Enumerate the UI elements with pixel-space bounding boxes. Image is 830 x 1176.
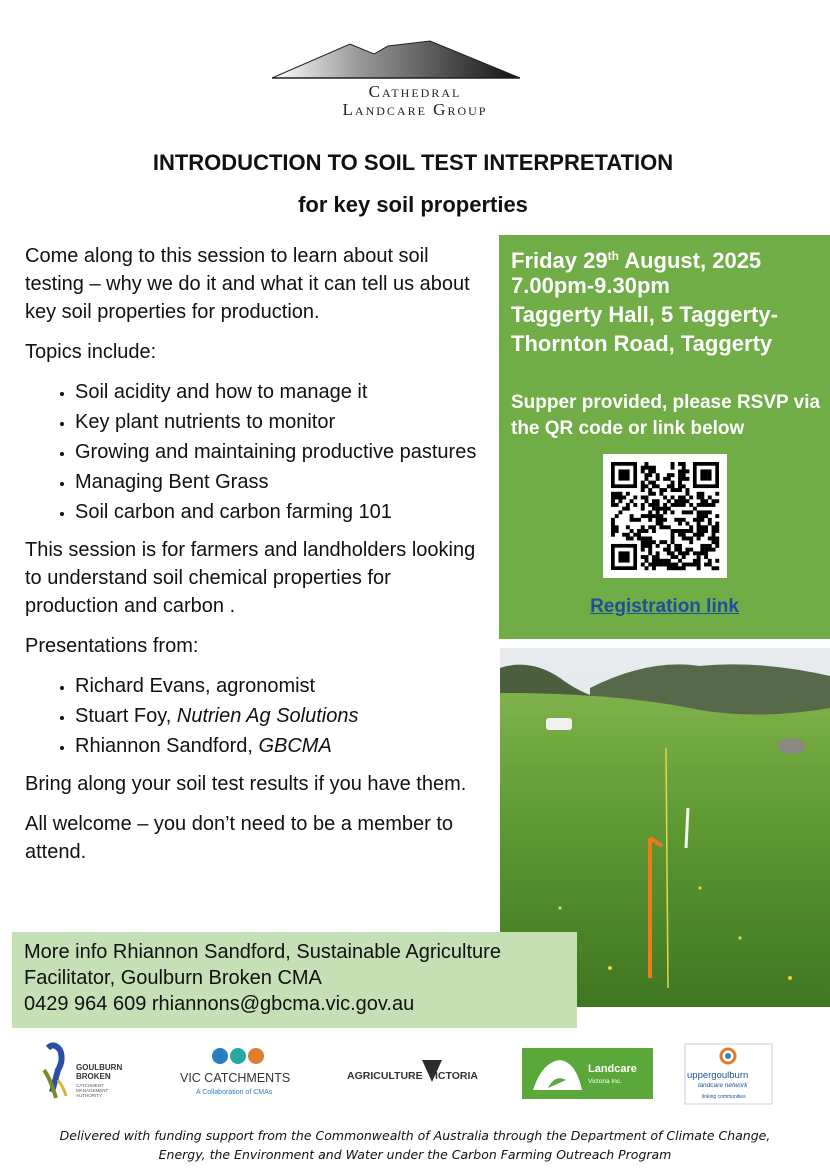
svg-text:AUTHORITY: AUTHORITY <box>76 1093 103 1098</box>
event-venue: Taggerty Hall, 5 Taggerty-Thornton Road, Taggerty <box>511 302 778 356</box>
presenter-name: Rhiannon Sandford, <box>75 735 259 757</box>
list-item <box>75 672 485 700</box>
svg-text:VICTORIA: VICTORIA <box>428 1070 478 1082</box>
list-item: • Growing and maintaining productive pastures <box>75 438 485 466</box>
svg-text:linking communities: linking communities <box>702 1094 746 1100</box>
topics-heading: Topics include: <box>25 341 157 363</box>
list-item: • Soil acidity and how to manage it <box>75 378 485 406</box>
event-description <box>25 242 485 878</box>
svg-text:MANAGEMENT: MANAGEMENT <box>76 1088 109 1093</box>
funding-acknowledgement <box>30 1126 800 1164</box>
list-item: • Key plant nutrients to monitor <box>75 408 485 436</box>
svg-text:CATCHMENT: CATCHMENT <box>76 1083 104 1088</box>
list-item: • Soil carbon and carbon farming 101 <box>75 498 485 526</box>
vic-catchments-logo <box>180 1048 290 1096</box>
svg-text:landcare network: landcare network <box>698 1082 748 1089</box>
event-time: 7.00pm-9.30pm <box>511 273 670 298</box>
footer-line: Energy, the Environment and Water under the Carbon Farming Outreach Program <box>158 1147 672 1162</box>
qr-code-icon <box>603 454 727 578</box>
svg-text:uppergoulburn: uppergoulburn <box>687 1070 749 1081</box>
upper-goulburn-landcare-logo <box>685 1044 772 1104</box>
landcare-victoria-logo <box>522 1048 653 1099</box>
list-item <box>75 702 485 730</box>
svg-text:A Collaboration of CMAs: A Collaboration of CMAs <box>196 1089 273 1096</box>
registration-link[interactable]: Registration link <box>590 596 739 617</box>
presenter-org: Nutrien Ag Solutions <box>176 705 359 727</box>
welcome-paragraph: All welcome – you don’t need to be a member to attend. <box>25 813 454 863</box>
topics-list <box>25 378 485 526</box>
page-subtitle: for key soil properties <box>298 192 528 217</box>
org-name-line1: Cathedral <box>368 82 462 101</box>
contact-line: Facilitator, Goulburn Broken CMA <box>24 967 322 989</box>
intro-paragraph: Come along to this session to learn about soil testing – why we do it and what it can tell us about key soil properties for production. <box>25 245 470 323</box>
list-item: • Managing Bent Grass <box>75 468 485 496</box>
partner-logos <box>30 1040 800 1108</box>
page-title: INTRODUCTION TO SOIL TEST INTERPRETATION <box>152 150 674 175</box>
bring-results-paragraph: Bring along your soil test results if you have them. <box>25 773 467 795</box>
event-date: Friday 29th August, 2025 <box>511 248 762 273</box>
rsvp-qr-code[interactable] <box>603 454 727 578</box>
presenter-name: Richard Evans, <box>75 675 217 697</box>
org-name-line2: Landcare Group <box>342 100 488 119</box>
svg-text:AGRICULTURE: AGRICULTURE <box>347 1070 423 1082</box>
audience-paragraph: This session is for farmers and landholders looking to understand soil chemical properties for production and carbon . <box>25 539 476 617</box>
contact-line: More info Rhiannon Sandford, Sustainable Agriculture <box>24 941 501 963</box>
supper-rsvp-note: Supper provided, please RSVP via the QR code or link below <box>511 392 821 439</box>
contact-line: 0429 964 609 rhiannons@gbcma.vic.gov.au <box>24 993 415 1015</box>
svg-text:Landcare: Landcare <box>588 1063 637 1075</box>
presenter-role: agronomist <box>216 675 316 697</box>
svg-text:BROKEN: BROKEN <box>76 1072 111 1081</box>
contact-info <box>24 939 572 1017</box>
presenters-list <box>25 672 485 760</box>
svg-text:VIC CATCHMENTS: VIC CATCHMENTS <box>180 1071 291 1085</box>
presenter-org: GBCMA <box>258 735 332 757</box>
svg-text:GOULBURN: GOULBURN <box>76 1063 123 1072</box>
gbcma-logo <box>44 1045 122 1098</box>
svg-text:Victoria Inc.: Victoria Inc. <box>588 1078 622 1085</box>
presenter-name: Stuart Foy, <box>75 705 177 727</box>
agriculture-victoria-logo <box>347 1060 478 1082</box>
presenters-heading: Presentations from: <box>25 635 199 657</box>
footer-line: Delivered with funding support from the Commonwealth of Australia through the Department of Climate Change, <box>59 1128 771 1143</box>
list-item <box>75 732 485 760</box>
